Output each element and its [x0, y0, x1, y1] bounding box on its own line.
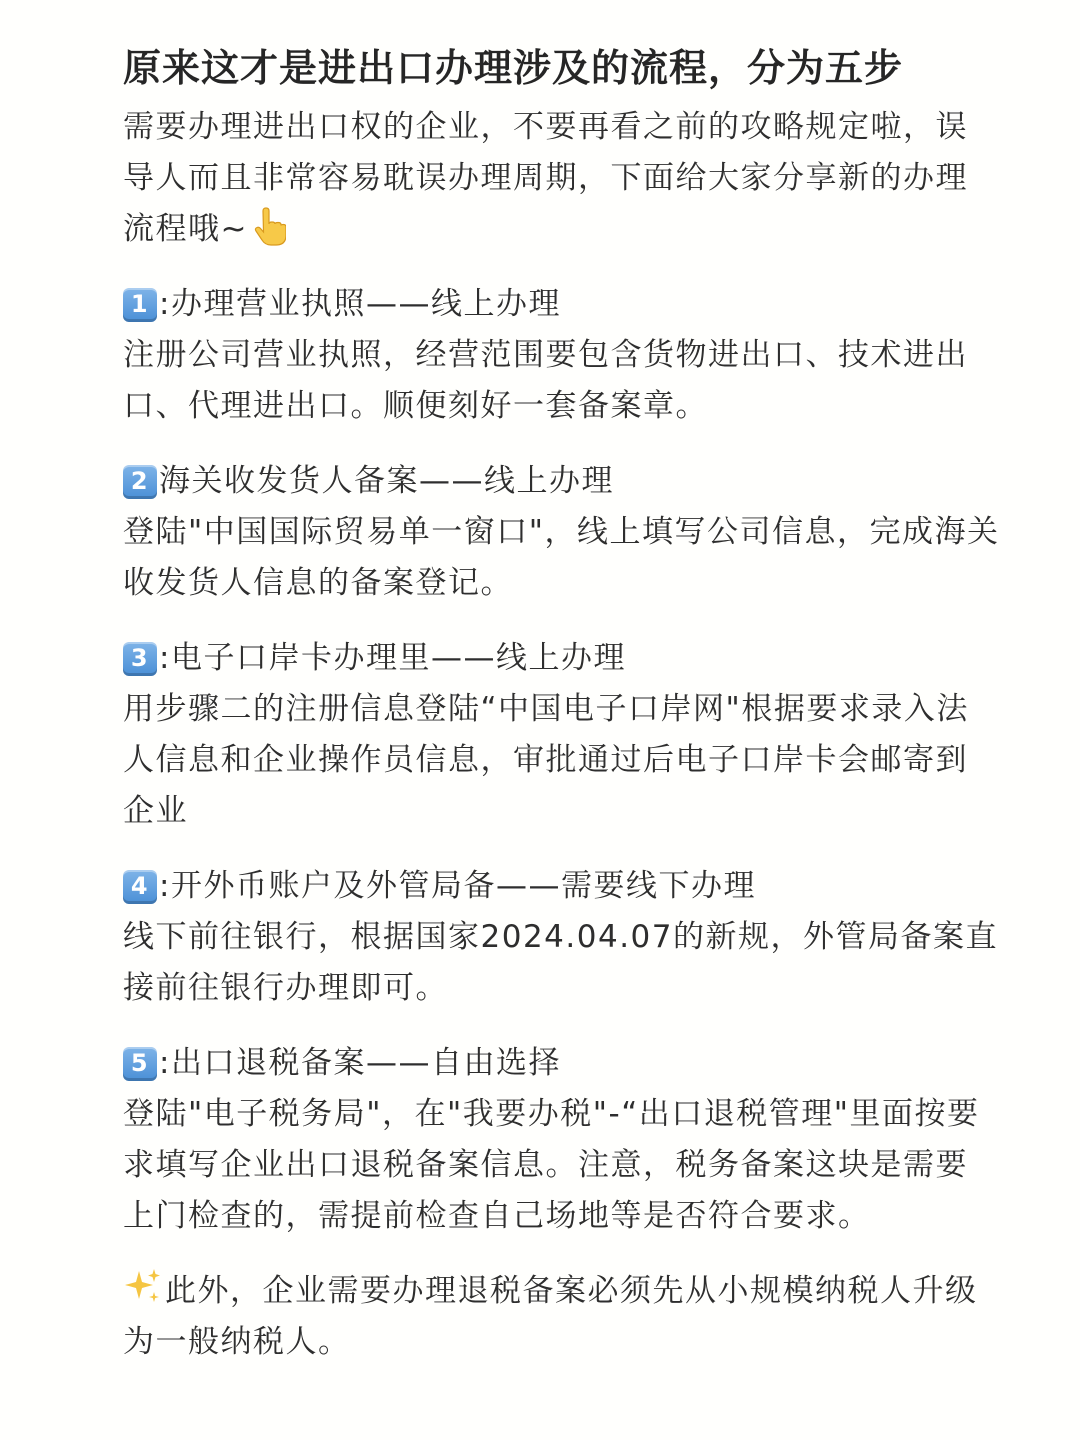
step-3-heading-text: :电子口岸卡办理里——线上办理	[159, 640, 626, 676]
keycap-5-icon: 5	[123, 1047, 157, 1081]
step-4-heading	[123, 861, 1000, 912]
pointing-up-hand-icon	[250, 207, 286, 247]
step-2-heading-text: 海关收发货人备案——线上办理	[159, 463, 614, 499]
step-1-heading	[123, 279, 1000, 330]
closing-note	[123, 1266, 1000, 1368]
article-title: 原来这才是进出口办理涉及的流程，分为五步	[123, 46, 904, 90]
keycap-3-icon: 3	[123, 642, 157, 676]
step-5	[123, 1038, 1000, 1242]
step-3	[123, 633, 1000, 837]
step-1	[123, 279, 1000, 432]
intro-paragraph	[123, 102, 1000, 255]
step-5-heading	[123, 1038, 1000, 1089]
step-3-body: 用步骤二的注册信息登陆“中国电子口岸网"根据要求录入法人信息和企业操作员信息，审批通过后电子口岸卡会邮寄到企业	[123, 691, 969, 829]
sparkles-icon	[123, 1267, 163, 1307]
step-2-heading	[123, 456, 1000, 507]
intro-text: 需要办理进出口权的企业，不要再看之前的攻略规定啦，误导人而且非常容易耽误办理周期，下面给大家分享新的办理流程哦~	[123, 109, 968, 247]
step-4	[123, 861, 1000, 1014]
closing-note-text: 此外，企业需要办理退税备案必须先从小规模纳税人升级为一般纳税人。	[123, 1273, 978, 1360]
keycap-2-icon: 2	[123, 465, 157, 499]
closing-note-paragraph	[123, 1266, 1000, 1368]
step-1-body: 注册公司营业执照，经营范围要包含货物进出口、技术进出口、代理进出口。顺便刻好一套备案章。	[123, 337, 968, 424]
step-1-heading-text: :办理营业执照——线上办理	[159, 286, 561, 322]
step-5-heading-text: :出口退税备案——自由选择	[159, 1045, 561, 1081]
keycap-4-icon: 4	[123, 870, 157, 904]
step-3-heading	[123, 633, 1000, 684]
step-2	[123, 456, 1000, 609]
step-4-heading-text: :开外币账户及外管局备——需要线下办理	[159, 868, 756, 904]
step-4-body: 线下前往银行，根据国家2024.04.07的新规，外管局备案直接前往银行办理即可。	[123, 919, 998, 1006]
step-2-body: 登陆"中国国际贸易单一窗口"，线上填写公司信息，完成海关收发货人信息的备案登记。	[123, 514, 1000, 601]
step-5-body: 登陆"电子税务局"，在"我要办税"-“出口退税管理"里面按要求填写企业出口退税备案信息。注意，税务备案这块是需要上门检查的，需提前检查自己场地等是否符合要求。	[123, 1096, 980, 1234]
keycap-1-icon: 1	[123, 288, 157, 322]
